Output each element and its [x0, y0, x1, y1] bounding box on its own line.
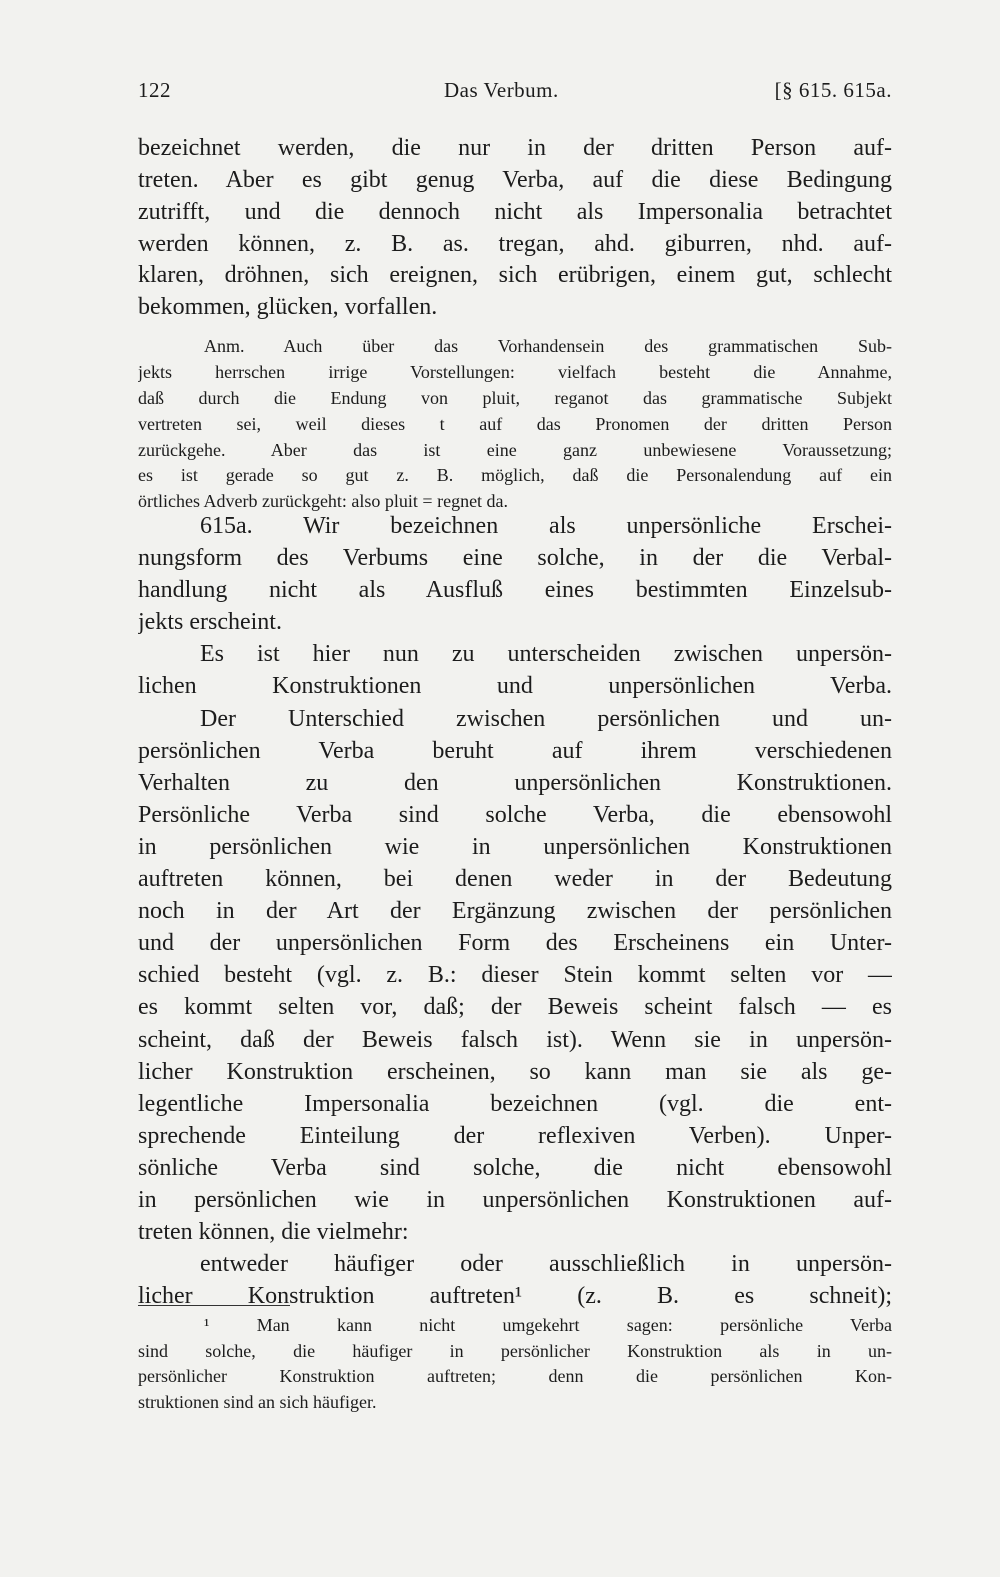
running-title: Das Verbum.	[444, 78, 559, 102]
section-615a	[138, 510, 892, 1312]
text-line: Der Unterschied zwischen persönlichen und un-	[200, 705, 892, 732]
annotation-note	[138, 334, 892, 515]
note-line: vertreten sei, weil dieses t auf das Pronomen der dritten Person	[138, 413, 892, 434]
note-line: daß durch die Endung von pluit, reganot das grammatische Subjekt	[138, 387, 892, 408]
note-line: jekts herrschen irrige Vorstellungen: vielfach besteht die Annahme,	[138, 361, 892, 382]
text-line: auftreten können, bei denen weder in der Bedeutung	[138, 866, 892, 893]
text-line: bezeichnet werden, die nur in der dritten Person auf-	[138, 135, 892, 161]
text-line: zutrifft, und die dennoch nicht als Impersonalia betrachtet	[138, 199, 892, 226]
text-line: treten. Aber es gibt genug Verba, auf die diese Bedingung	[138, 167, 892, 194]
footnote-line: struktionen sind an sich häufiger.	[138, 1391, 377, 1412]
text-line: Verhalten zu den unpersönlichen Konstruktionen.	[138, 769, 892, 796]
footnote-line: persönlicher Konstruktion auftreten; denn die persönlichen Kon-	[138, 1366, 892, 1386]
note-line: örtliches Adverb zurückgeht: also pluit = regnet da.	[138, 491, 509, 512]
text-line: Es ist hier nun zu unterscheiden zwischen unpersön-	[200, 641, 892, 668]
text-line: schied besteht (vgl. z. B.: dieser Stein kommt selten vor —	[138, 962, 892, 989]
footnote-line: sind solche, die häufiger in persönlicher Konstruktion als in un-	[138, 1340, 892, 1361]
text-line: scheint, daß der Beweis falsch ist). Wenn sie in unpersön-	[138, 1026, 892, 1053]
text-line: handlung nicht als Ausfluß eines bestimmten Einzelsub-	[138, 577, 892, 604]
text-line: und der unpersönlichen Form des Erscheinens ein Unter-	[138, 930, 892, 957]
text-line: nungsform des Verbums eine solche, in der die Verbal-	[138, 545, 892, 572]
text-line: klaren, dröhnen, sich ereignen, sich erübrigen, einem gut, schlecht	[138, 262, 892, 289]
text-line: jekts erscheint.	[138, 609, 282, 636]
text-line: licher Konstruktion erscheinen, so kann man sie als ge-	[138, 1058, 892, 1085]
text-line: lichen Konstruktionen und unpersönlichen Verba.	[138, 673, 892, 700]
note-line: Anm. Auch über das Vorhandensein des grammatischen Sub-	[204, 336, 892, 356]
text-line: entweder häufiger oder ausschließlich in unpersön-	[200, 1251, 892, 1278]
section-heading-line: 615a. Wir bezeichnen als unpersönliche Erschei-	[200, 513, 892, 539]
text-line: licher Konstruktion auftreten¹ (z. B. es schneit);	[138, 1283, 892, 1310]
note-line: es ist gerade so gut z. B. möglich, daß die Personalendung auf ein	[138, 465, 892, 486]
text-line: noch in der Art der Ergänzung zwischen der persönlichen	[138, 898, 892, 925]
text-line: Persönliche Verba sind solche Verba, die ebensowohl	[138, 801, 892, 828]
text-line: es kommt selten vor, daß; der Beweis scheint falsch — es	[138, 994, 892, 1021]
text-line: sprechende Einteilung der reflexiven Verben). Unper-	[138, 1122, 892, 1149]
text-line: in persönlichen wie in unpersönlichen Konstruktionen auf-	[138, 1186, 892, 1213]
text-line: bekommen, glücken, vorfallen.	[138, 294, 438, 321]
text-line: legentliche Impersonalia bezeichnen (vgl. die ent-	[138, 1090, 892, 1117]
text-line: treten können, die vielmehr:	[138, 1219, 409, 1246]
text-line: in persönlichen wie in unpersönlichen Konstruktionen	[138, 833, 892, 860]
page-number: 122	[138, 78, 171, 102]
footnote-line: ¹ Man kann nicht umgekehrt sagen: persönliche Verba	[204, 1315, 892, 1335]
footnote-divider	[138, 1305, 290, 1306]
footnote	[138, 1313, 892, 1415]
note-line: zurückgehe. Aber das ist eine ganz unbewiesene Voraussetzung;	[138, 439, 892, 460]
paragraph-continued	[138, 132, 892, 323]
page-header	[138, 78, 892, 108]
text-line: werden können, z. B. as. tregan, ahd. giburren, nhd. auf-	[138, 231, 892, 258]
text-line: sönliche Verba sind solche, die nicht ebensowohl	[138, 1154, 892, 1181]
section-reference: [§ 615. 615a.	[774, 78, 892, 102]
text-line: persönlichen Verba beruht auf ihrem verschiedenen	[138, 737, 892, 764]
